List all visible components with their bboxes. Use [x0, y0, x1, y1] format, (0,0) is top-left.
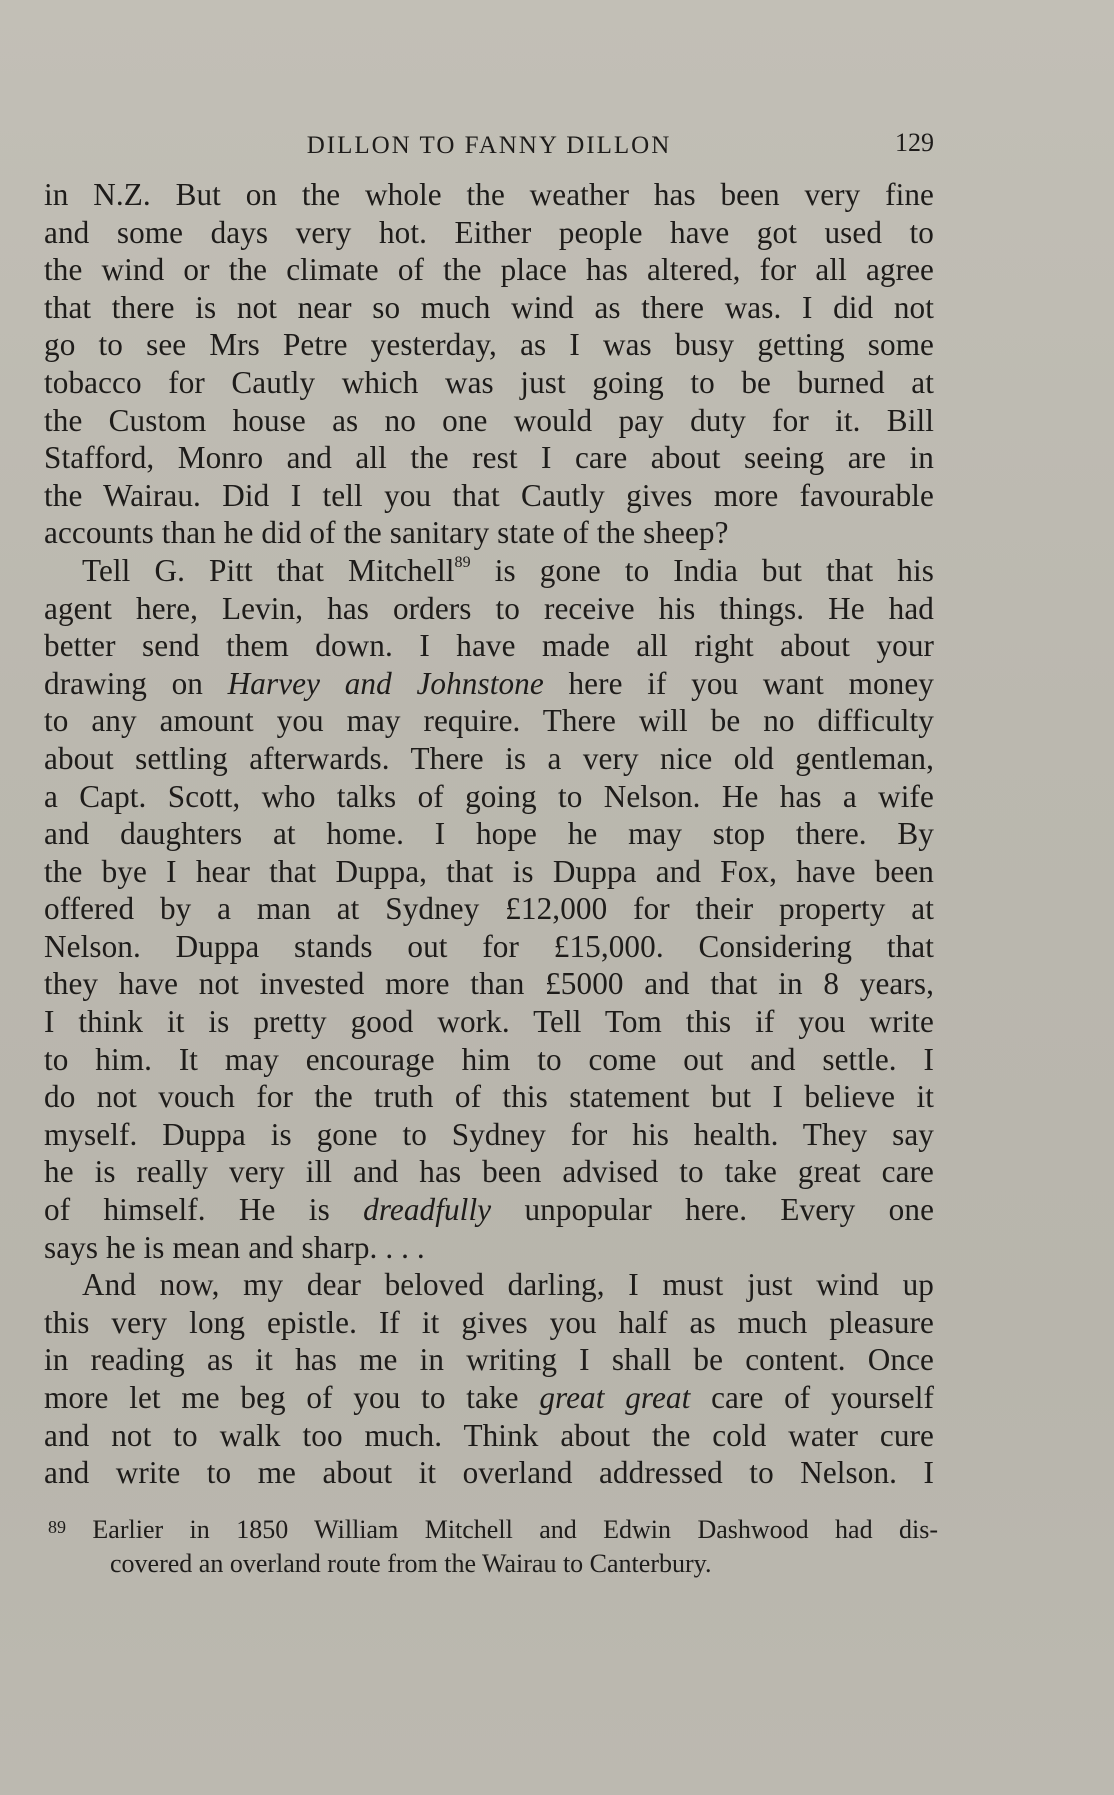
italic-text: Harvey and Johnstone — [227, 665, 544, 701]
text-line: they have not invested more than £5000 and that in 8 years, — [44, 966, 934, 1002]
text-line: Nelson. Duppa stands out for £15,000. Considering that — [44, 928, 934, 964]
text-line — [44, 1379, 934, 1417]
text-line: says he is mean and sharp. . . . — [44, 1229, 425, 1265]
text-line: in reading as it has me in writing I shall be content. Once — [44, 1342, 934, 1378]
page-number: 129 — [895, 128, 934, 157]
text-line: tobacco for Cautly which was just going to be burned at — [44, 364, 934, 400]
text-line: in N.Z. But on the whole the weather has been very fine — [44, 177, 934, 212]
italic-text: great great — [539, 1380, 691, 1415]
text-segment: drawing on — [44, 665, 228, 701]
text-line: do not vouch for the truth of this statement but I believe it — [44, 1079, 934, 1115]
text-segment: is gone to India but that his — [470, 552, 934, 588]
footnote-marker: 89 — [48, 1517, 66, 1537]
text-line: And now, my dear beloved darling, I must just wind up — [82, 1267, 934, 1303]
text-line: a Capt. Scott, who talks of going to Nelson. He has a wife — [44, 778, 934, 814]
text-line — [44, 552, 934, 590]
text-segment: Tell G. Pitt that Mitchell — [82, 552, 455, 588]
text-segment: care of yourself — [690, 1380, 934, 1415]
text-line: agent here, Levin, has orders to receive his things. He had — [44, 590, 934, 626]
footnote-reference: 89 — [454, 553, 471, 571]
text-line: the Custom house as no one would pay duty for it. Bill — [44, 402, 934, 438]
text-line: and daughters at home. I hope he may stop there. By — [44, 816, 934, 852]
footnote-line — [48, 1510, 938, 1547]
text-line: myself. Duppa is gone to Sydney for his health. They say — [44, 1116, 934, 1152]
text-line: better send them down. I have made all right about your — [44, 628, 934, 664]
text-line: to him. It may encourage him to come out and settle. I — [44, 1041, 934, 1077]
running-head — [44, 128, 934, 168]
text-line: I think it is pretty good work. Tell Tom this if you write — [44, 1004, 934, 1040]
text-segment: unpopular here. Every one — [491, 1192, 935, 1228]
text-segment: more let me beg of you to take — [44, 1380, 540, 1415]
footnote-line: covered an overland route from the Wairau to Canterbury. — [110, 1549, 712, 1578]
footnote-text: Earlier in 1850 William Mitchell and Edwin Dashwood had dis- — [92, 1515, 939, 1544]
text-line: he is really very ill and has been advised to take great care — [44, 1154, 934, 1190]
text-segment: here if you want money — [543, 665, 934, 701]
text-line: and not to walk too much. Think about the cold water cure — [44, 1417, 934, 1453]
text-line: go to see Mrs Petre yesterday, as I was busy getting some — [44, 327, 934, 363]
text-segment: of himself. He is — [44, 1192, 364, 1228]
text-line: and some days very hot. Either people have got used to — [44, 214, 934, 250]
text-line: and write to me about it overland addressed to Nelson. I — [44, 1455, 934, 1491]
text-line: this very long epistle. If it gives you half as much pleasure — [44, 1304, 934, 1340]
text-line: the bye I hear that Duppa, that is Duppa and Fox, have been — [44, 853, 934, 889]
running-title: DILLON TO FANNY DILLON — [306, 132, 672, 159]
italic-text: dreadfully — [363, 1192, 492, 1228]
text-line: the Wairau. Did I tell you that Cautly gives more favourable — [44, 477, 934, 513]
text-line: to any amount you may require. There will be no difficulty — [44, 703, 934, 739]
letter-body — [44, 176, 934, 1492]
text-line: the wind or the climate of the place has altered, for all agree — [44, 252, 934, 288]
text-line: about settling afterwards. There is a very nice old gentleman, — [44, 740, 934, 776]
text-line — [44, 665, 934, 703]
text-line: offered by a man at Sydney £12,000 for their property at — [44, 891, 934, 927]
text-line — [44, 1191, 934, 1229]
text-line: Stafford, Monro and all the rest I care about seeing are in — [44, 440, 934, 476]
text-line: accounts than he did of the sanitary state of the sheep? — [44, 515, 729, 551]
text-line: that there is not near so much wind as there was. I did not — [44, 289, 934, 325]
footnote — [48, 1510, 938, 1581]
